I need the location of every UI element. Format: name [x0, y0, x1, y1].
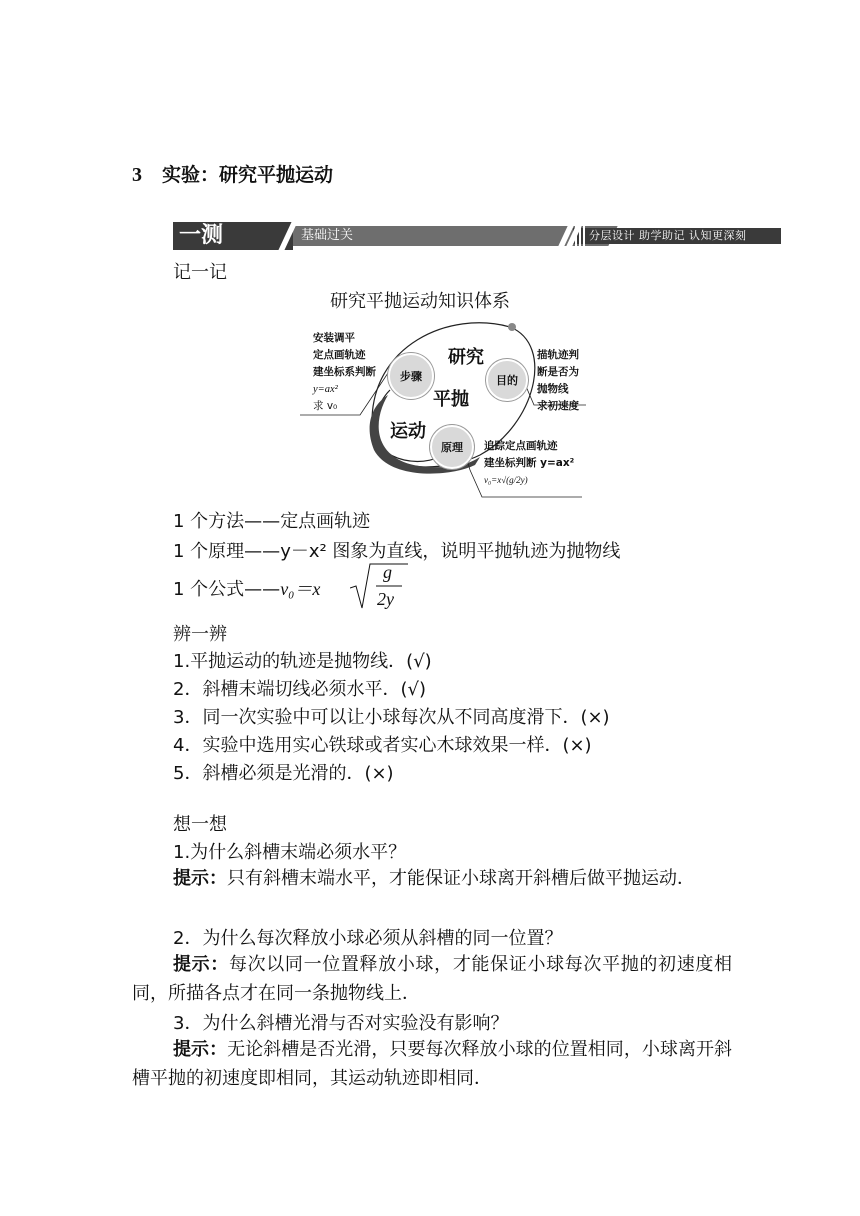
think-question-2: 2．为什么每次释放小球必须从斜槽的同一位置？ [173, 928, 563, 949]
section-banner [173, 222, 781, 250]
principle-node: 原理 [430, 425, 474, 469]
section-number: 3 [132, 164, 142, 186]
center-word-3: 运动 [390, 421, 426, 442]
purpose-node: 目的 [486, 359, 528, 401]
page-title [132, 160, 333, 187]
judge-item-3: 3．同一次实验中可以让小球每次从不同高度滑下．(×) [173, 707, 610, 728]
steps-node: 步骤 [388, 353, 434, 399]
judge-item-2: 2．斜槽末端切线必须水平．(√) [173, 679, 426, 700]
judge-item-4: 4．实验中选用实心铁球或者实心木球效果一样．(×) [173, 735, 592, 756]
center-word-2: 平抛 [433, 389, 469, 410]
purpose-text: 描轨迹判 断是否为 抛物线 求初速度 [537, 349, 579, 412]
diagram-title: 研究平抛运动知识体系 [330, 291, 510, 312]
think-heading: 想一想 [173, 814, 227, 835]
think-question-3: 3．为什么斜槽光滑与否对实验没有影响？ [173, 1013, 509, 1034]
judge-heading: 辨一辨 [173, 624, 227, 645]
think-answer-2: 提示：每次以同一位置释放小球，才能保证小球每次平抛的初速度相同，所描各点才在同一条抛物线上． [132, 954, 733, 1004]
center-word-1: 研究 [448, 347, 484, 368]
fact-principle: 1 个原理——y－x² 图象为直线，说明平抛轨迹为抛物线 [173, 541, 621, 562]
banner-slogan: 分层设计 助学助记 认知更深刻 [589, 229, 747, 242]
title-text: 实验：研究平抛运动 [162, 164, 334, 186]
remember-heading: 记一记 [173, 262, 227, 283]
think-answer-1: 提示：只有斜槽末端水平，才能保证小球离开斜槽后做平抛运动． [173, 868, 695, 889]
fact-formula: 1 个公式——v₀＝x [173, 579, 321, 600]
steps-text: 安装调平 定点画轨迹 建坐标系判断 y=ax² 求 v₀ [313, 332, 376, 412]
think-question-1: 1.为什么斜槽末端必须水平？ [173, 842, 407, 863]
fact-method: 1 个方法——定点画轨迹 [173, 511, 371, 532]
principle-text: 追踪定点画轨迹 建坐标判断 y=ax² v₀=x√(g/2y) [484, 440, 575, 485]
think-answer-3: 提示：无论斜槽是否光滑，只要每次释放小球的位置相同，小球离开斜槽平抛的初速度即相同，其运动轨迹即相同． [132, 1039, 733, 1089]
banner-lead: 一测 [179, 223, 224, 248]
formula-numerator: g [383, 562, 392, 582]
judge-item-5: 5．斜槽必须是光滑的．(×) [173, 763, 394, 784]
banner-label: 基础过关 [301, 228, 354, 243]
judge-item-1: 1.平抛运动的轨迹是抛物线．(√) [173, 651, 432, 672]
formula-denominator: 2y [377, 589, 394, 609]
